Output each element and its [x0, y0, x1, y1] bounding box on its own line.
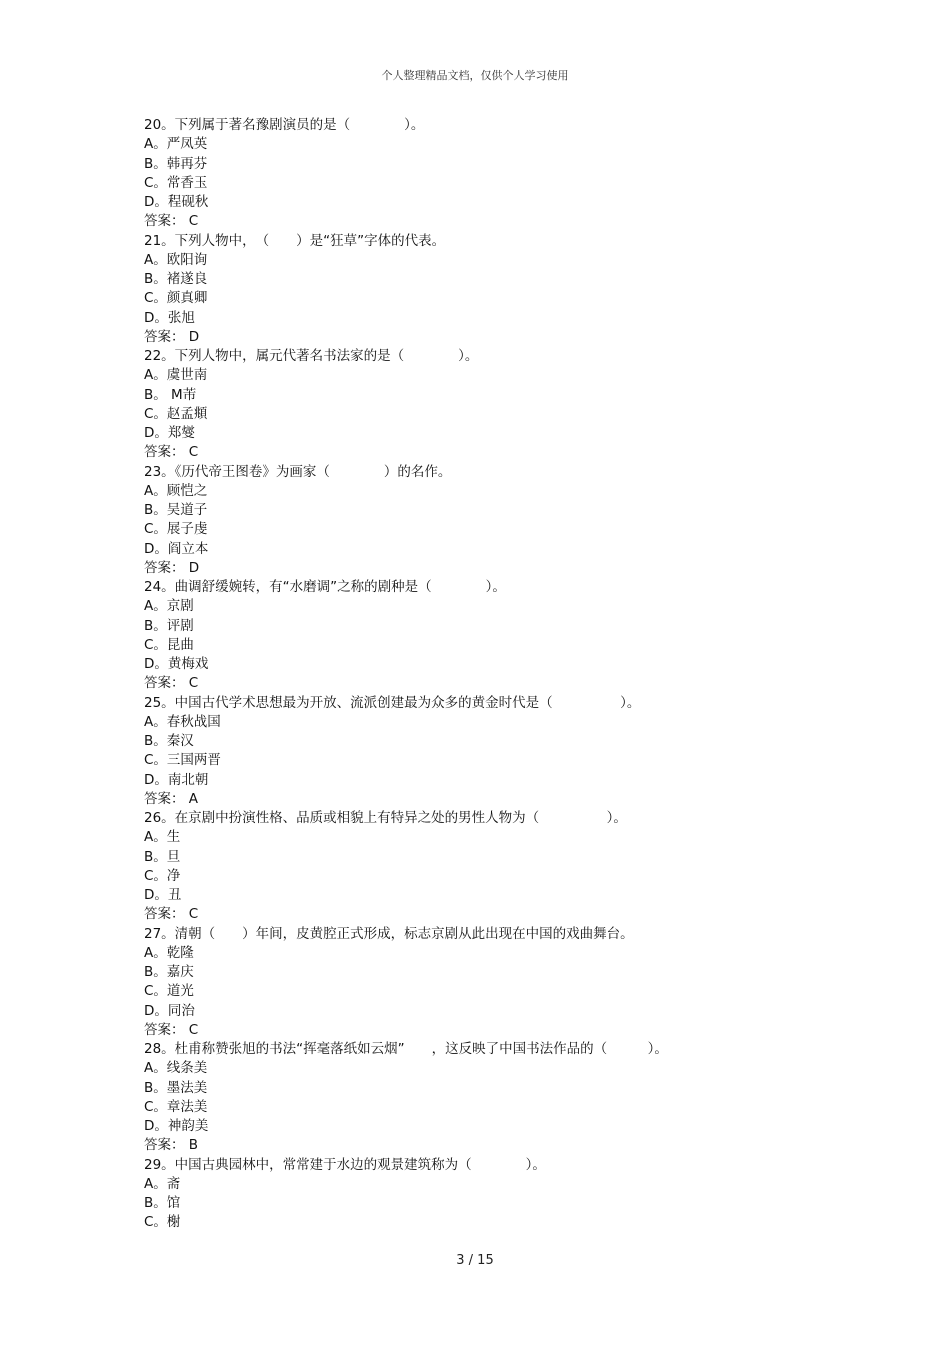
answer: 答案： C: [144, 906, 199, 923]
option-b: B。馆: [144, 1195, 181, 1211]
question-stem: 25。中国古代学术思想最为开放、流派创建最为众多的黄金时代是（ ）。: [144, 694, 641, 711]
option-c: C。展子虔: [144, 521, 208, 538]
option-c: C。昆曲: [144, 636, 194, 653]
option-b: B。秦汉: [144, 733, 194, 749]
question-stem: 29。中国古典园林中，常常建于水边的观景建筑称为（ ）。: [144, 1156, 546, 1173]
option-a: A。春秋战国: [144, 713, 221, 730]
option-d: D。阎立本: [144, 540, 209, 557]
option-b: B。褚遂良: [144, 271, 208, 287]
option-a: A。严凤英: [144, 136, 208, 153]
option-d: D。张旭: [144, 309, 195, 326]
option-a: A。欧阳询: [144, 251, 208, 268]
option-a: A。线条美: [144, 1060, 208, 1077]
option-d: D。同治: [144, 1002, 195, 1019]
question-stem: 28。杜甫称赞张旭的书法“挥毫落纸如云烟” ，这反映了中国书法作品的（ ）。: [144, 1041, 668, 1057]
option-c: C。章法美: [144, 1098, 208, 1115]
option-c: C。榭: [144, 1214, 181, 1231]
option-d: D。黄梅戏: [144, 656, 209, 672]
option-d: D。程砚秋: [144, 194, 209, 210]
question-stem: 23。《历代帝王图卷》为画家（ ）的名作。: [144, 463, 452, 480]
answer: 答案： C: [144, 444, 199, 461]
question-stem: 26。在京剧中扮演性格、品质或相貌上有特异之处的男性人物为（ ）。: [144, 810, 627, 826]
question-stem: 22。下列人物中，属元代著名书法家的是（ ）。: [144, 348, 479, 364]
option-b: B。旦: [144, 848, 181, 865]
option-b: B。韩再芬: [144, 155, 208, 172]
option-a: A。顾恺之: [144, 482, 208, 499]
option-c: C。净: [144, 867, 181, 884]
option-a: A。乾隆: [144, 944, 194, 961]
option-d: D。南北朝: [144, 771, 209, 788]
option-c: C。颜真卿: [144, 290, 208, 307]
answer: 答案： C: [144, 213, 199, 230]
option-d: D。丑: [144, 887, 182, 903]
question-stem: 20。下列属于著名豫剧演员的是（ ）。: [144, 117, 425, 133]
option-a: A。京剧: [144, 598, 194, 615]
option-b: B。评剧: [144, 617, 194, 634]
option-d: D。郑燮: [144, 425, 195, 441]
option-b: B。 M芾: [144, 386, 197, 403]
question-list: [144, 116, 864, 1233]
answer: 答案： C: [144, 1021, 199, 1038]
option-c: C。三国两晋: [144, 752, 221, 769]
option-c: C。赵孟頫: [144, 405, 208, 422]
question-stem: 21。下列人物中， （ ）是“狂草”字体的代表。: [144, 232, 446, 249]
option-a: A。斋: [144, 1175, 181, 1192]
option-c: C。道光: [144, 983, 194, 1000]
page-number: 3 / 15: [456, 1253, 494, 1268]
answer: 答案： C: [144, 675, 199, 692]
question-stem: 24。曲调舒缓婉转，有“水磨调”之称的剧种是（ ）。: [144, 579, 506, 595]
option-d: D。神韵美: [144, 1118, 209, 1134]
answer: 答案： B: [144, 1137, 199, 1154]
option-a: A。虞世南: [144, 367, 208, 384]
question-stem: 27。清朝（ ）年间，皮黄腔正式形成，标志京剧从此出现在中国的戏曲舞台。: [144, 925, 634, 942]
option-b: B。吴道子: [144, 502, 208, 518]
option-c: C。常香玉: [144, 174, 208, 191]
answer: 答案： A: [144, 790, 199, 807]
page-header: 个人整理精品文档，仅供个人学习使用: [381, 69, 569, 82]
option-b: B。墨法美: [144, 1079, 208, 1096]
answer: 答案： D: [144, 559, 200, 576]
option-b: B。嘉庆: [144, 964, 194, 980]
option-a: A。生: [144, 829, 181, 846]
answer: 答案： D: [144, 328, 200, 345]
